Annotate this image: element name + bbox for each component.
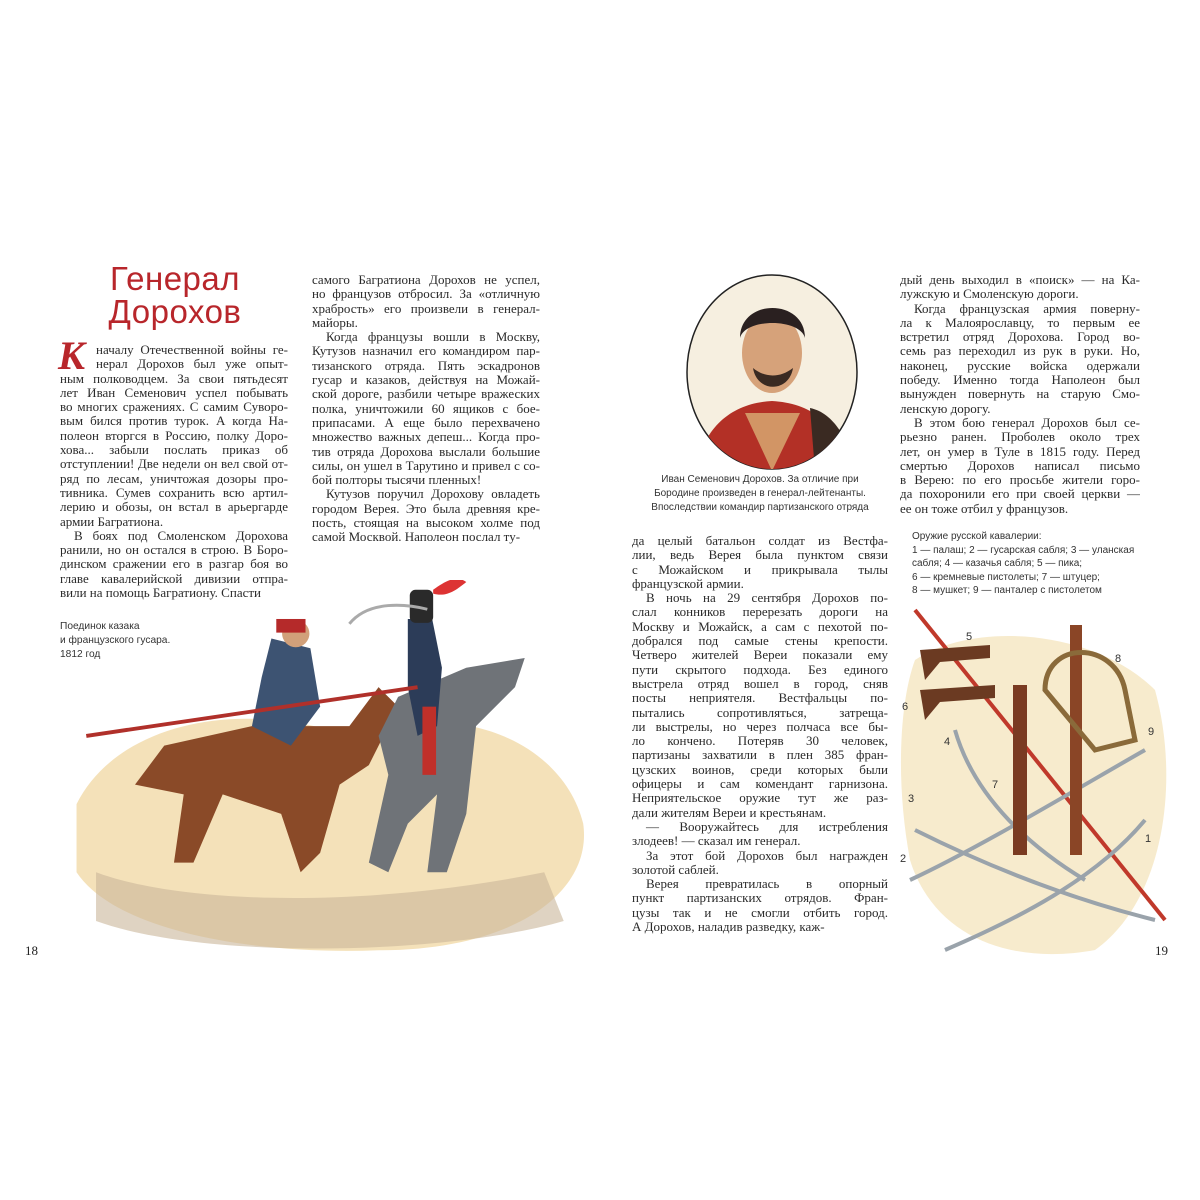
caption-line: Впоследствии командир партизанского отряда <box>651 502 869 513</box>
text-line: слал конников перерезать дороги на <box>632 605 888 620</box>
text-line: Когда французы вошли в Москву, <box>326 330 540 345</box>
text-line: главе кавалерийской дивизии отпра- <box>60 571 288 586</box>
weapons-caption <box>912 530 1134 598</box>
caption-line: 1812 год <box>60 649 101 660</box>
text-column-2 <box>312 273 540 545</box>
text-line: дали жителям Вереи и крестьянам. <box>632 805 827 820</box>
weapon-label: 9 <box>1148 726 1155 738</box>
text-line: пункт партизанских отрядов. Фран- <box>632 891 888 906</box>
text-line: храбрость» его произвели в генерал- <box>312 301 540 316</box>
text-line: пость, стоящая на высоком холме под <box>312 516 540 531</box>
portrait-of-dorokhov <box>685 273 860 471</box>
paragraph <box>632 820 888 849</box>
text-line: началу Отечественной войны ге- <box>96 343 288 357</box>
text-line: За этот бой Дорохов был награжден <box>646 848 888 863</box>
text-line: да похоронили его при своей церкви — <box>900 487 1140 502</box>
weapon-label: 2 <box>900 853 907 865</box>
text-line: Неприятельское оружие тут же раз- <box>632 791 888 806</box>
text-line: ряд по лесам, уничтожая дозоры про- <box>60 471 288 486</box>
text-line: встретил отряд Дорохова. Город во- <box>900 330 1140 345</box>
text-line: офицеры и сам комендант гарнизона. <box>632 777 888 792</box>
text-line: лет Иван Семенович успел побывать <box>60 385 288 400</box>
cavalry-weapons-illustration <box>895 600 1175 960</box>
text-line: полеон вторгся в Россию, полку Доро- <box>60 428 288 443</box>
text-line: семь раз переходил из рук в руки. Но, <box>900 344 1140 359</box>
text-line: самого Багратиона Дорохов не успел, <box>312 273 540 287</box>
text-line: ла к Малоярославцу, то первым ее <box>900 315 1140 330</box>
text-line: французской армии. <box>632 576 744 591</box>
text-line: посты неприятеля. Вестфальцы по- <box>632 691 888 706</box>
text-line: Кутузов поручил Дорохову овладеть <box>326 487 540 502</box>
weapon-label: 1 <box>1145 833 1152 845</box>
text-line: во многих сражениях. С самим Суворо- <box>60 400 288 415</box>
text-line: партизаны захватили в плен 385 фран- <box>632 748 888 763</box>
paragraph <box>60 343 288 529</box>
text-line: припасами. А еще было перехвачено <box>312 415 540 430</box>
caption-line: Иван Семенович Дорохов. За отличие при <box>661 474 859 485</box>
text-line: вынужден повернуть на старую Смо- <box>900 387 1140 402</box>
caption-line: Оружие русской кавалерии: <box>912 531 1042 542</box>
text-column-3 <box>632 534 888 934</box>
text-column-4 <box>900 273 1140 516</box>
text-line: лии, ведь Верея была пунктом связи <box>632 548 888 563</box>
text-line: тизанского отряда. Пять эскадронов <box>312 358 540 373</box>
paragraph <box>900 416 1140 516</box>
text-line: А Дорохов, наладив разведку, каж- <box>632 920 825 935</box>
page-number-right: 19 <box>1155 943 1168 958</box>
caption-line: Бородине произведен в генерал-лейтенанты. <box>654 488 866 499</box>
text-line: хова... забыли послать приказ об <box>60 443 288 458</box>
battle-caption <box>60 620 170 662</box>
text-line: силы, он ушел в Тарутино и привел с со- <box>312 458 540 473</box>
text-line: выстрела отряд вошел в город, сняв <box>632 676 888 691</box>
paragraph <box>312 487 540 544</box>
caption-line: и французского гусара. <box>60 635 171 646</box>
text-line: злодеев! — сказал им генерал. <box>632 834 801 849</box>
text-line: городом Верея. Это была древняя кре- <box>312 501 540 516</box>
text-column-1 <box>60 343 288 600</box>
text-line: В этом бою генерал Дорохов был се- <box>914 415 1140 430</box>
paragraph <box>632 849 888 878</box>
text-line: ли выстрелы, но через полчаса все бы- <box>632 719 888 734</box>
text-line: гусар и казаков, действуя на Можай- <box>312 373 540 388</box>
text-line: ло кончено. Потеряв 30 человек, <box>632 734 888 749</box>
text-line: отступлении! Две недели он вел свой от- <box>60 457 288 472</box>
paragraph <box>900 302 1140 416</box>
weapon-label: 7 <box>992 779 999 791</box>
text-line: тивника. Сумев сохранить всю артил- <box>60 485 288 500</box>
text-line: пытались сопротивляться, затреща- <box>632 705 888 720</box>
text-line: полка, уничтожили 60 ящиков с бое- <box>312 401 540 416</box>
caption-line: 8 — мушкет; 9 — панталер с пистолетом <box>912 585 1102 597</box>
text-line: рьезно ранен. Проболев около трех <box>900 430 1140 445</box>
text-line: тив отряда Дорохова выслали большие <box>312 444 540 459</box>
text-line: цузы так и не смогли отбить город. <box>632 905 888 920</box>
text-line: вым бился против турок. А когда На- <box>60 414 288 429</box>
text-line: лужскую и Смоленскую дороги. <box>900 287 1079 302</box>
portrait-caption <box>632 473 888 515</box>
text-line: динском сражении его в разгар боя во <box>60 557 288 572</box>
text-line: лерию и обозы, он встал в арьергарде <box>60 500 288 515</box>
text-line: лет, он умер в Туле в 1815 году. Перед <box>900 444 1140 459</box>
text-line: золотой саблей. <box>632 862 719 877</box>
text-line: Москву и Можайск, а сам с пехотой по- <box>632 619 888 634</box>
drop-cap: К <box>58 333 86 378</box>
text-line: пути скрытого подхода. Без единого <box>632 662 888 677</box>
text-line: дый день выходил в «поиск» — на Ка- <box>900 273 1140 287</box>
text-line: Четверо жителей Вереи показали ему <box>632 648 888 663</box>
text-line: да целый батальон солдат из Вестфа- <box>632 534 888 548</box>
text-line: бой полторы тысячи пленных! <box>312 473 482 488</box>
page-number-left: 18 <box>25 943 38 958</box>
text-line: майоры. <box>312 315 358 330</box>
caption-line: 6 — кремневые пистолеты; 7 — штуцер; <box>912 571 1100 583</box>
caption-line: сабля; 4 — казачья сабля; 5 — пика; <box>912 558 1083 570</box>
text-line: с Можайском и прикрывала тылы <box>632 562 888 577</box>
text-line: ской дороге, разбили четыре вражеских <box>312 387 540 402</box>
weapon-label: 4 <box>944 736 951 748</box>
paragraph <box>632 591 888 820</box>
text-line: В ночь на 29 сентября Дорохов по- <box>646 591 888 606</box>
caption-line: Поединок казака <box>60 621 140 632</box>
text-line: Верея превратилась в опорный <box>646 877 888 892</box>
title-line: Генерал <box>109 260 241 297</box>
title-line: Дорохов <box>108 293 242 330</box>
text-line: Кутузов назначил его командиром пар- <box>312 344 540 359</box>
text-line: Когда французская армия поверну- <box>914 301 1140 316</box>
text-line: самой Москвой. Наполеон послал ту- <box>312 530 521 545</box>
text-line: вили на помощь Багратиону. Спасти <box>60 586 261 601</box>
paragraph <box>632 534 888 591</box>
paragraph <box>632 877 888 934</box>
text-line: цузских воинов, среди которых были <box>632 762 888 777</box>
text-line: смертью Дорохов написал письмо <box>900 458 1140 473</box>
article-title <box>80 262 270 328</box>
text-line: в Верею: по его просьбе жители горо- <box>900 473 1140 488</box>
text-line: нерал Дорохов был уже опыт- <box>96 357 288 372</box>
weapon-label: 3 <box>908 793 915 805</box>
caption-line: 1 — палаш; 2 — гусарская сабля; 3 — уланская <box>912 544 1135 556</box>
text-line: множество важных депеш... Когда про- <box>312 430 540 445</box>
text-line: В боях под Смоленском Дорохова <box>74 528 288 543</box>
text-line: ным полководцем. За свои пятьдесят <box>60 371 288 386</box>
weapon-label: 6 <box>902 701 909 713</box>
paragraph <box>900 273 1140 302</box>
text-line: наконец, русские войска одержали <box>900 358 1140 373</box>
paragraph <box>312 330 540 487</box>
text-line: армии Багратиона. <box>60 514 164 529</box>
weapon-label: 5 <box>966 631 973 643</box>
text-line: добрался под самые стены крепости. <box>632 634 888 649</box>
text-line: ленскую дорогу. <box>900 401 991 416</box>
weapon-label: 8 <box>1115 653 1122 665</box>
text-line: ранили, но он остался в строю. В Боро- <box>60 543 288 558</box>
paragraph <box>312 273 540 330</box>
text-line: но французов отбросил. За «отличную <box>312 287 540 302</box>
text-line: победу. Именно тогда Наполеон был <box>900 373 1140 388</box>
text-line: — Вооружайтесь для истребления <box>646 819 888 834</box>
text-line: ее он тоже отбил у французов. <box>900 501 1069 516</box>
